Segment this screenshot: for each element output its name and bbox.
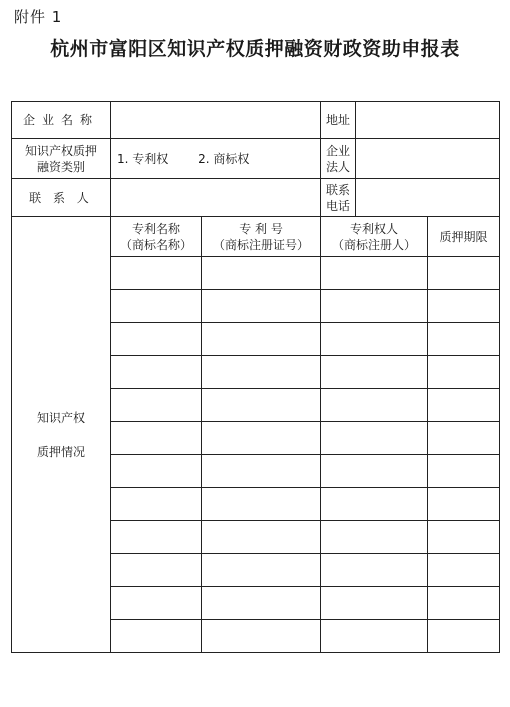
pledge-cell-patent-name[interactable] [111, 620, 202, 653]
column-header-line2: （商标名称） [119, 237, 192, 252]
document-title: 杭州市富阳区知识产权质押融资财政资助申报表 [50, 38, 460, 60]
company-name-label: 企业名称 [12, 102, 111, 139]
phone-label: 联系电话 [321, 179, 356, 217]
pledge-cell-patentee[interactable] [321, 455, 428, 488]
column-header-line2: （商标注册证号） [213, 237, 310, 252]
pledge-cell-patent-number[interactable] [202, 521, 321, 554]
legal-person-field[interactable] [356, 139, 500, 179]
pledge-cell-patent-name[interactable] [111, 488, 202, 521]
address-field[interactable] [356, 102, 500, 139]
pledge-cell-patent-name[interactable] [111, 389, 202, 422]
pledge-cell-pledge-term[interactable] [428, 620, 500, 653]
application-form-table [11, 101, 500, 653]
pledge-cell-patent-name[interactable] [111, 422, 202, 455]
pledge-cell-patent-name[interactable] [111, 587, 202, 620]
pledge-cell-patent-number[interactable] [202, 257, 321, 290]
pledge-cell-pledge-term[interactable] [428, 422, 500, 455]
category-label-line2: 融资类别 [36, 159, 85, 174]
column-header-line1: 专利权人 [350, 221, 399, 236]
legal-person-label: 企业法人 [321, 139, 356, 179]
column-header-patent-number [202, 217, 321, 257]
pledge-section-line2: 质押情况 [36, 444, 85, 459]
pledge-cell-patent-number[interactable] [202, 422, 321, 455]
column-header-pledge-term: 质押期限 [428, 217, 500, 257]
pledge-cell-patent-name[interactable] [111, 521, 202, 554]
column-header-line2: （商标注册人） [332, 237, 417, 252]
pledge-cell-pledge-term[interactable] [428, 257, 500, 290]
pledge-cell-patentee[interactable] [321, 554, 428, 587]
contact-label: 联 系 人 [12, 179, 111, 217]
pledge-cell-patent-name[interactable] [111, 554, 202, 587]
pledge-cell-patent-number[interactable] [202, 455, 321, 488]
pledge-cell-pledge-term[interactable] [428, 488, 500, 521]
pledge-cell-pledge-term[interactable] [428, 521, 500, 554]
column-header-line1: 专 利 号 [239, 221, 283, 236]
pledge-cell-patentee[interactable] [321, 488, 428, 521]
pledge-cell-patent-number[interactable] [202, 389, 321, 422]
pledge-cell-patent-number[interactable] [202, 488, 321, 521]
pledge-cell-patentee[interactable] [321, 587, 428, 620]
category-label [12, 139, 111, 179]
pledge-cell-pledge-term[interactable] [428, 389, 500, 422]
company-name-field[interactable] [111, 102, 321, 139]
contact-field[interactable] [111, 179, 321, 217]
attachment-label: 附件 1 [14, 8, 63, 26]
pledge-cell-patent-name[interactable] [111, 455, 202, 488]
column-header-patent-name [111, 217, 202, 257]
pledge-cell-patent-number[interactable] [202, 356, 321, 389]
pledge-cell-patent-name[interactable] [111, 323, 202, 356]
pledge-cell-patentee[interactable] [321, 257, 428, 290]
category-option-patent[interactable]: 1. 专利权 [117, 151, 169, 166]
pledge-cell-patent-name[interactable] [111, 257, 202, 290]
pledge-cell-patentee[interactable] [321, 620, 428, 653]
pledge-cell-pledge-term[interactable] [428, 323, 500, 356]
pledge-cell-patent-number[interactable] [202, 620, 321, 653]
pledge-cell-patentee[interactable] [321, 356, 428, 389]
category-label-line1: 知识产权质押 [24, 143, 97, 158]
pledge-cell-patent-name[interactable] [111, 290, 202, 323]
pledge-cell-patent-number[interactable] [202, 290, 321, 323]
pledge-cell-pledge-term[interactable] [428, 356, 500, 389]
pledge-section-line1: 知识产权 [36, 410, 85, 425]
pledge-cell-patent-number[interactable] [202, 587, 321, 620]
pledge-cell-patent-number[interactable] [202, 554, 321, 587]
pledge-section-label [12, 217, 111, 653]
pledge-cell-patent-number[interactable] [202, 323, 321, 356]
pledge-cell-pledge-term[interactable] [428, 290, 500, 323]
category-options[interactable] [111, 139, 321, 179]
pledge-cell-patentee[interactable] [321, 422, 428, 455]
category-option-trademark[interactable]: 2. 商标权 [198, 151, 250, 166]
pledge-cell-patentee[interactable] [321, 290, 428, 323]
column-header-patentee [321, 217, 428, 257]
column-header-line1: 专利名称 [131, 221, 180, 236]
pledge-cell-patentee[interactable] [321, 323, 428, 356]
address-label: 地址 [321, 102, 356, 139]
phone-field[interactable] [356, 179, 500, 217]
pledge-cell-patent-name[interactable] [111, 356, 202, 389]
pledge-cell-pledge-term[interactable] [428, 554, 500, 587]
pledge-cell-pledge-term[interactable] [428, 455, 500, 488]
pledge-cell-pledge-term[interactable] [428, 587, 500, 620]
pledge-cell-patentee[interactable] [321, 389, 428, 422]
pledge-cell-patentee[interactable] [321, 521, 428, 554]
